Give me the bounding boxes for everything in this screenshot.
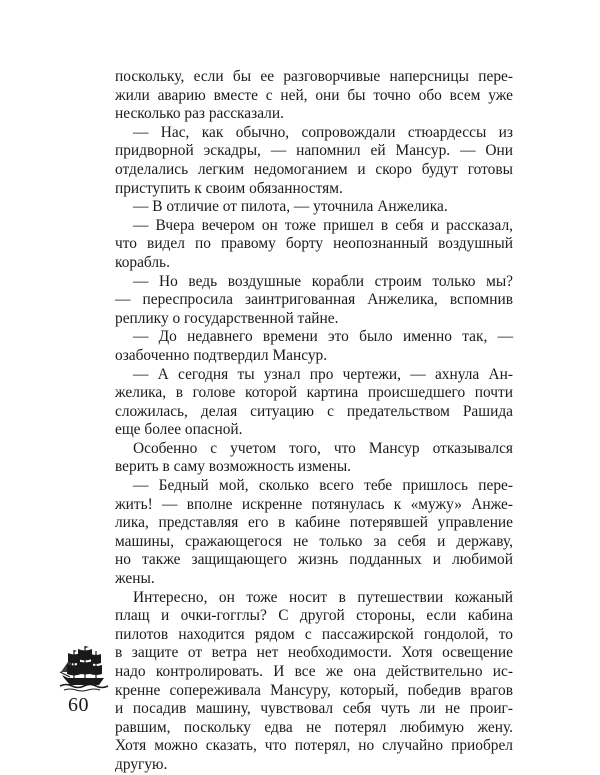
text-line: — Бедный мой, сколько всего тебе пришлось пере-: [133, 477, 513, 495]
text-line: придворной эскадры, — напомнил ей Мансур. — Они: [115, 142, 513, 160]
text-line: машины, сражающегося не только за себя и державу,: [115, 532, 513, 550]
text-line: пилотов находится рядом с пассажирской гондолой, то: [115, 625, 513, 643]
text-line: отделались легким недомоганием и скоро будут готовы: [115, 160, 513, 178]
text-line: жены.: [115, 570, 155, 588]
sailing-ship-icon: [58, 642, 110, 694]
text-line: сложилась, делая ситуацию с предательством Рашида: [115, 402, 513, 420]
text-line: приступить к своим обязанностям.: [115, 179, 343, 197]
text-line: — А сегодня ты узнал про чертежи, — ахнула Ан-: [133, 365, 513, 383]
text-line: несколько раз рассказали.: [115, 105, 284, 123]
page-number: 60: [68, 694, 89, 716]
text-line: Интересно, он тоже носит в путешествии кожаный: [133, 588, 513, 606]
text-line: озабоченно подтвердил Мансур.: [115, 346, 328, 364]
text-line: желика, в голове которой картина происшедшего почти: [115, 384, 513, 402]
text-line: — переспросила заинтригованная Анжелика, вспомнив: [115, 291, 513, 309]
text-line: что видел по правому борту неопознанный воздушный: [115, 235, 513, 253]
text-line: еще более опасной.: [115, 421, 243, 439]
text-line: — В отличие от пилота, — уточнила Анжелика.: [133, 198, 448, 216]
text-line: — Вчера вечером он тоже пришел в себя и рассказал,: [133, 216, 513, 234]
text-line: другую.: [115, 755, 168, 773]
text-line: реплику о государственной тайне.: [115, 309, 339, 327]
text-line: равшим, поскольку едва не потерял любимую жену.: [115, 718, 513, 736]
text-line: плащ и очки-гогглы? С другой стороны, если кабина: [115, 607, 513, 625]
text-line: — Но ведь воздушные корабли строим только мы?: [133, 272, 513, 290]
text-line: корабль.: [115, 253, 170, 271]
text-line: в защите от ветра нет необходимости. Хотя освещение: [115, 644, 513, 662]
text-line: кренне сопереживала Мансуру, который, победив врагов: [115, 681, 513, 699]
text-line: поскольку, если бы ее разговорчивые наперсницы пере-: [115, 68, 513, 85]
text-line: верить в саму возможность измены.: [115, 458, 352, 476]
text-line: но также защищающего жизнь подданных и любимой: [115, 551, 513, 569]
text-line: — Нас, как обычно, сопровождали стюардессы из: [133, 123, 513, 141]
text-line: жить! — вполне искренне потянулась к «мужу» Анже-: [115, 495, 513, 513]
text-line: Особенно с учетом того, что Мансур отказывался: [133, 439, 513, 457]
text-line: — До недавнего времени это было именно так, —: [133, 328, 513, 346]
text-line: и посадив машину, чувствовал себя чуть ли не проиг-: [115, 700, 513, 718]
text-line: лика, представляя его в кабине потерявшей управление: [115, 514, 513, 532]
body-text: [115, 68, 513, 775]
text-line: жили аварию вместе с ней, они бы точно обо всем уже: [115, 86, 513, 104]
text-line: Хотя можно сказать, что потерял, но случайно приобрел: [115, 737, 513, 755]
text-line: надо контролировать. И все же она действительно ис-: [115, 663, 513, 680]
